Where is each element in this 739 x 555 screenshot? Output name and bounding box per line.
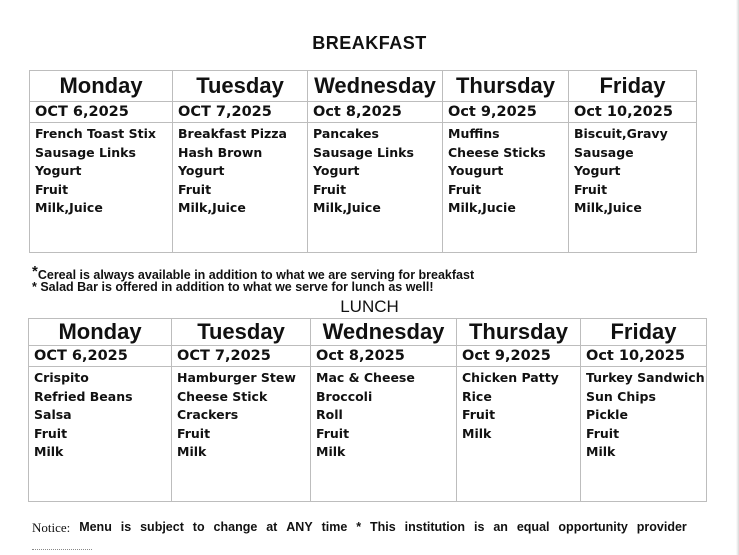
lunch-menu-row: [29, 346, 707, 502]
menu-item: Milk,Juice: [35, 200, 103, 215]
menu-item: Yogurt: [313, 163, 360, 178]
notice-word: Menu: [79, 520, 112, 534]
menu-item: Sausage: [574, 144, 634, 160]
lunch-title: LUNCH: [340, 297, 399, 316]
menu-item: Biscuit,Gravy: [574, 126, 668, 141]
breakfast-date: OCT 6,2025: [30, 102, 172, 123]
menu-item: Pickle: [586, 407, 628, 422]
breakfast-cell-monday: [30, 102, 173, 253]
breakfast-items: [443, 123, 568, 218]
menu-item: Fruit: [574, 181, 608, 197]
menu-item: Yougurt: [448, 163, 504, 178]
menu-item: Broccoli: [316, 388, 373, 404]
notice-footer: [32, 520, 687, 536]
breakfast-items: [569, 123, 696, 218]
menu-item: Rice: [462, 388, 492, 404]
lunch-cell-monday: [29, 346, 172, 502]
breakfast-day-friday: Friday: [569, 71, 697, 102]
menu-item: Fruit: [316, 425, 350, 441]
cereal-note-text: Cereal is always available in addition to what we are serving for breakfast: [37, 268, 475, 282]
menu-item: Roll: [316, 407, 343, 422]
menu-item: Milk,Juice: [574, 200, 642, 215]
menu-item: Milk: [177, 444, 207, 459]
lunch-date: Oct 10,2025: [581, 346, 706, 367]
menu-item: Milk: [34, 444, 64, 459]
menu-item: Fruit: [448, 181, 482, 197]
lunch-date: Oct 9,2025: [457, 346, 580, 367]
breakfast-date: Oct 8,2025: [308, 102, 442, 123]
menu-item: Milk,Juice: [178, 200, 246, 215]
lunch-cell-friday: [581, 346, 707, 502]
menu-item: Fruit: [178, 181, 212, 197]
breakfast-cell-thursday: [443, 102, 569, 253]
notice-word: This: [370, 520, 396, 534]
lunch-items: [311, 367, 456, 462]
lunch-items: [581, 367, 706, 462]
menu-item: Sausage Links: [35, 144, 136, 160]
lunch-items: [457, 367, 580, 443]
lunch-cell-thursday: [457, 346, 581, 502]
menu-item: Fruit: [313, 181, 347, 197]
breakfast-day-wednesday: Wednesday: [308, 71, 443, 102]
menu-item: Turkey Sandwich: [586, 370, 705, 385]
menu-item: Crispito: [34, 370, 89, 385]
notice-word: subject: [140, 520, 184, 534]
menu-item: Pancakes: [313, 126, 379, 141]
menu-item: Hash Brown: [178, 144, 263, 160]
menu-item: Yogurt: [574, 163, 621, 178]
menu-item: Milk: [586, 444, 616, 459]
lunch-date: OCT 7,2025: [172, 346, 310, 367]
breakfast-title: BREAKFAST: [312, 33, 427, 53]
lunch-day-friday: Friday: [581, 319, 707, 346]
menu-item: Milk,Jucie: [448, 200, 516, 215]
menu-item: Milk,Juice: [313, 200, 381, 215]
breakfast-items: [173, 123, 307, 218]
menu-item: Yogurt: [178, 163, 225, 178]
menu-item: Fruit: [462, 407, 496, 422]
notice-word: ANY: [286, 520, 313, 534]
notice-word: time: [321, 520, 348, 534]
breakfast-day-monday: Monday: [30, 71, 173, 102]
lunch-date: Oct 8,2025: [311, 346, 456, 367]
menu-item: Fruit: [35, 181, 69, 197]
notice-word: provider: [636, 520, 687, 534]
breakfast-header-row: [30, 71, 697, 102]
lunch-day-wednesday: Wednesday: [311, 319, 457, 346]
breakfast-day-thursday: Thursday: [443, 71, 569, 102]
lunch-cell-tuesday: [172, 346, 311, 502]
breakfast-items: [308, 123, 442, 218]
menu-item: Fruit: [34, 425, 68, 441]
breakfast-date: OCT 7,2025: [173, 102, 307, 123]
menu-item: Cheese Sticks: [448, 144, 546, 160]
menu-item: French Toast Stix: [35, 126, 156, 141]
menu-item: Muffins: [448, 126, 500, 141]
asterisk: *: [32, 263, 38, 280]
lunch-day-monday: Monday: [29, 319, 172, 346]
notice-word: is: [473, 520, 485, 534]
breakfast-cell-friday: [569, 102, 697, 253]
menu-item: Fruit: [177, 425, 211, 441]
notice-word: change: [213, 520, 258, 534]
menu-item: Fruit: [586, 425, 620, 441]
lunch-header-row: [29, 319, 707, 346]
notice-word: is: [120, 520, 132, 534]
lunch-date: OCT 6,2025: [29, 346, 171, 367]
notice-word: equal: [516, 520, 550, 534]
notice-word: institution: [404, 520, 466, 534]
notice-word: opportunity: [558, 520, 628, 534]
breakfast-cell-tuesday: [173, 102, 308, 253]
lunch-day-tuesday: Tuesday: [172, 319, 311, 346]
notice-word: an: [493, 520, 508, 534]
menu-item: Cheese Stick: [177, 388, 268, 404]
breakfast-menu-row: [30, 102, 697, 253]
menu-item: Sun Chips: [586, 388, 656, 404]
lunch-cell-wednesday: [311, 346, 457, 502]
notice-word: *: [356, 520, 362, 534]
menu-item: Milk: [316, 444, 346, 459]
breakfast-items: [30, 123, 172, 218]
menu-item: Crackers: [177, 407, 239, 422]
menu-item: Breakfast Pizza: [178, 126, 287, 141]
breakfast-date: Oct 9,2025: [443, 102, 568, 123]
menu-item: Mac & Cheese: [316, 370, 415, 385]
lunch-day-thursday: Thursday: [457, 319, 581, 346]
lunch-items: [29, 367, 171, 462]
salad-bar-note: * Salad Bar is offered in addition to what we serve for lunch as well!: [32, 280, 434, 294]
notice-word: at: [266, 520, 278, 534]
notice-word: to: [192, 520, 205, 534]
menu-item: Sausage Links: [313, 144, 414, 160]
scan-mark: [32, 549, 92, 553]
breakfast-menu-table: [29, 70, 697, 253]
menu-item: Chicken Patty: [462, 370, 559, 385]
breakfast-date: Oct 10,2025: [569, 102, 696, 123]
lunch-items: [172, 367, 310, 462]
menu-item: Refried Beans: [34, 388, 133, 404]
breakfast-cell-wednesday: [308, 102, 443, 253]
lunch-menu-table: [28, 318, 707, 502]
menu-item: Milk: [462, 425, 492, 441]
menu-item: Salsa: [34, 407, 72, 422]
menu-item: Yogurt: [35, 163, 82, 178]
notice-label: Notice:: [32, 520, 71, 535]
breakfast-day-tuesday: Tuesday: [173, 71, 308, 102]
menu-item: Hamburger Stew: [177, 370, 296, 385]
